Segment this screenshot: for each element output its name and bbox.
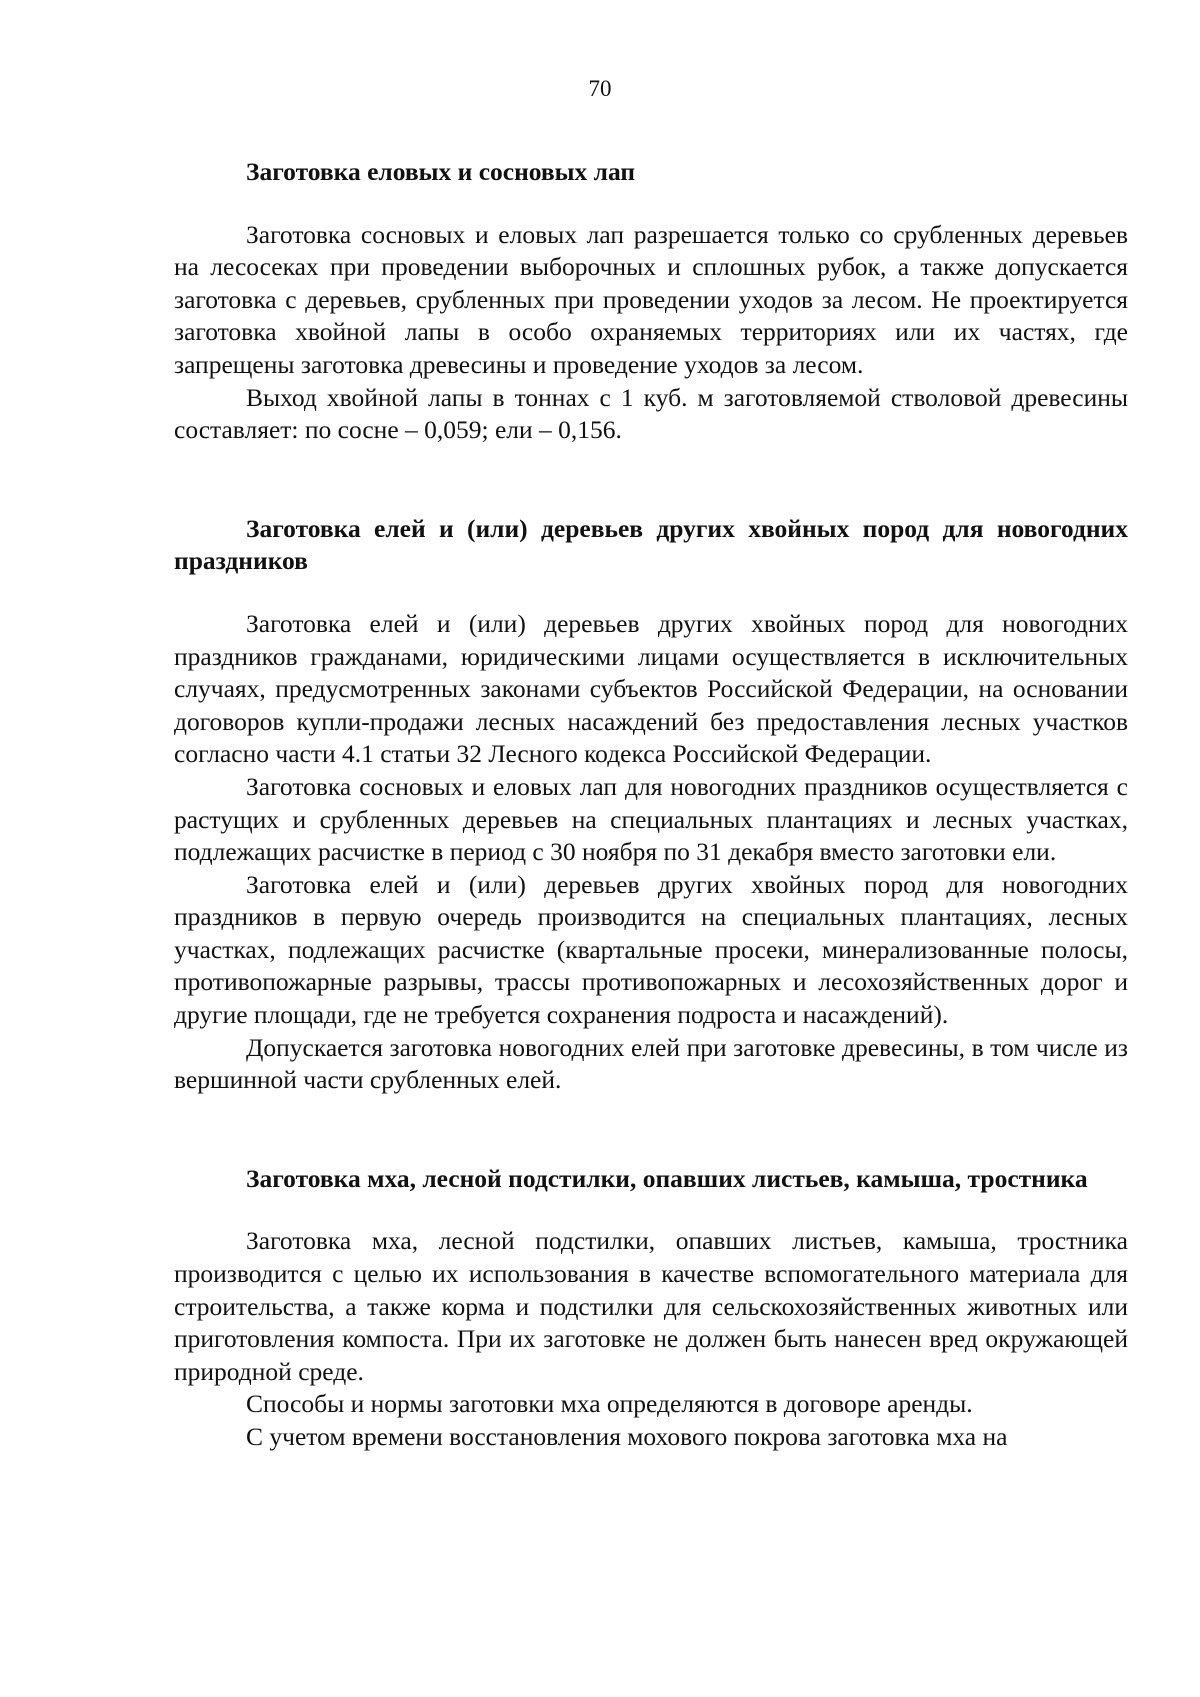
paragraph: Заготовка мха, лесной подстилки, опавших листьев, камыша, тростника производится с целью их использования в качестве вспомогательного материала для строительства, а также корма и подстилки для сельскохозяйственных животных или приготовления компоста. При их заготовке не должен быть нанесен вред окружающей природной среде. bbox=[174, 1226, 1128, 1386]
section-heading-moss-litter-reeds: Заготовка мха, лесной подстилки, опавших листьев, камыша, тростника bbox=[246, 1163, 1088, 1193]
paragraph: С учетом времени восстановления мохового покрова заготовка мха на bbox=[246, 1422, 1008, 1451]
paragraph: Заготовка елей и (или) деревьев других хвойных пород для новогодних праздников гражданами, юридическими лицами осуществляется в исключительных случаях, предусмотренных законами субъектов Российской Федерации, на основании договоров купли-продажи лесных насаждений без предоставления лесных участков согласно части 4.1 статьи 32 Лесного кодекса Российской Федерации. bbox=[174, 608, 1128, 769]
document-body bbox=[174, 156, 1128, 1454]
paragraph: Заготовка елей и (или) деревьев других хвойных пород для новогодних праздников в первую очередь производится на специальных плантациях, лесных участках, подлежащих расчистке (квартальные просеки, минерализованные полосы, противопожарные разрывы, трассы противопожарных и лесохозяйственных дорог и другие площади, где не требуется сохранения подроста и насаждений). bbox=[174, 869, 1128, 1030]
paragraph: Допускается заготовка новогодних елей при заготовке древесины, в том числе из вершинной части срубленных елей. bbox=[174, 1032, 1128, 1095]
section-heading-spruce-pine-branches: Заготовка еловых и сосновых лап bbox=[246, 157, 636, 186]
paragraph: Заготовка сосновых и еловых лап для новогодних праздников осуществляется с растущих и срубленных деревьев на специальных плантациях и лесных участках, подлежащих расчистке в период с 30 ноября по 31 декабря вместо заготовки ели. bbox=[174, 771, 1128, 867]
paragraph: Выход хвойной лапы в тоннах с 1 куб. м заготовляемой стволовой древесины составляет: по сосне – 0,059; ели – 0,156. bbox=[174, 382, 1128, 445]
page-number: 70 bbox=[588, 76, 612, 101]
paragraph: Способы и нормы заготовки мха определяются в договоре аренды. bbox=[246, 1389, 973, 1419]
section-heading-new-year-trees: Заготовка елей и (или) деревьев других хвойных пород для новогодних праздников bbox=[174, 513, 1128, 576]
paragraph: Заготовка сосновых и еловых лап разрешается только со срубленных деревьев на лесосеках при проведении выборочных и сплошных рубок, а также допускается заготовка с деревьев, срубленных при проведении уходов за лесом. Не проектируется заготовка хвойной лапы в особо охраняемых территориях или их частях, где запрещены заготовка древесины и проведение уходов за лесом. bbox=[174, 219, 1128, 379]
